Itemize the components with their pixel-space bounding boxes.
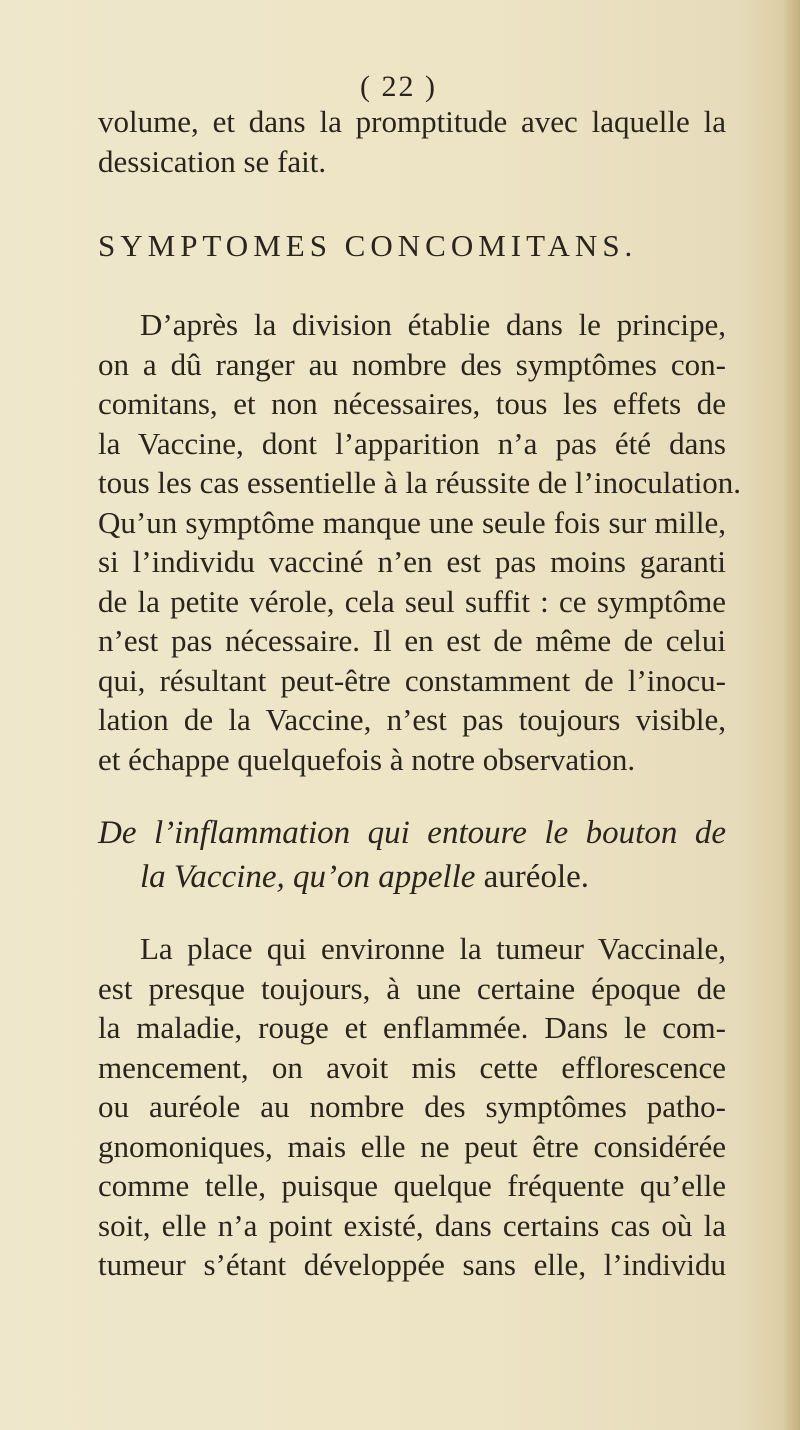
text-line: tumeur s’étant développée sans elle, l’individu	[98, 1247, 726, 1282]
subheading-line-1: De l’inflammation qui entoure le bouton de	[98, 815, 726, 851]
text-line: la maladie, rouge et enflammée. Dans le com-	[98, 1010, 726, 1045]
text-line: D’après la division établie dans le principe,	[140, 307, 726, 342]
text-line: comme telle, puisque quelque fréquente qu’elle	[98, 1168, 726, 1203]
text-line: gnomoniques, mais elle ne peut être considérée	[98, 1128, 726, 1164]
subsection-heading	[98, 811, 726, 899]
intro-paragraph	[98, 102, 726, 181]
subheading-line-2	[98, 855, 726, 899]
text-line: de la petite vérole, cela seul suffit : ce symptôme	[98, 583, 726, 619]
text-line: n’est pas nécessaire. Il en est de même de celui	[98, 623, 726, 658]
text-line: volume, et dans la promptitude avec laquelle la	[98, 104, 726, 139]
subheading-upright-part: auréole.	[475, 859, 590, 895]
text-line: Qu’un symptôme manque une seule fois sur mille,	[98, 504, 726, 540]
text-line: on a dû ranger au nombre des symptômes con-	[98, 346, 726, 382]
paragraph-symptoms	[98, 305, 742, 779]
text-line: si l’individu vacciné n’en est pas moins garanti	[98, 544, 726, 579]
page-edge-shadow	[782, 0, 800, 1430]
text-line: qui, résultant peut-être constamment de l’inocu-	[98, 662, 726, 698]
text-line: dessication se fait.	[98, 143, 327, 179]
text-line: la Vaccine, dont l’apparition n’a pas été dans	[98, 425, 726, 461]
text-line: comitans, et non nécessaires, tous les effets de	[98, 386, 726, 421]
section-heading: SYMPTOMES CONCOMITANS.	[98, 228, 638, 263]
subheading-italic-part: la Vaccine, qu’on appelle	[140, 859, 476, 895]
text-line: tous les cas essentielle à la réussite de l’inoculation.	[98, 465, 742, 500]
text-line: ou auréole au nombre des symptômes patho-	[98, 1089, 726, 1124]
page-text	[98, 102, 742, 1285]
page-number: ( 22 )	[360, 70, 437, 103]
text-line: La place qui environne la tumeur Vaccinale,	[140, 931, 726, 966]
text-line: est presque toujours, à une certaine époque de	[98, 970, 726, 1006]
paragraph-aureole	[98, 929, 726, 1285]
text-line: et échappe quelquefois à notre observation.	[98, 741, 636, 777]
text-line: mencement, on avoit mis cette efflorescence	[98, 1049, 726, 1085]
text-line: lation de la Vaccine, n’est pas toujours visible,	[98, 702, 726, 737]
text-line: soit, elle n’a point existé, dans certains cas où la	[98, 1207, 726, 1243]
